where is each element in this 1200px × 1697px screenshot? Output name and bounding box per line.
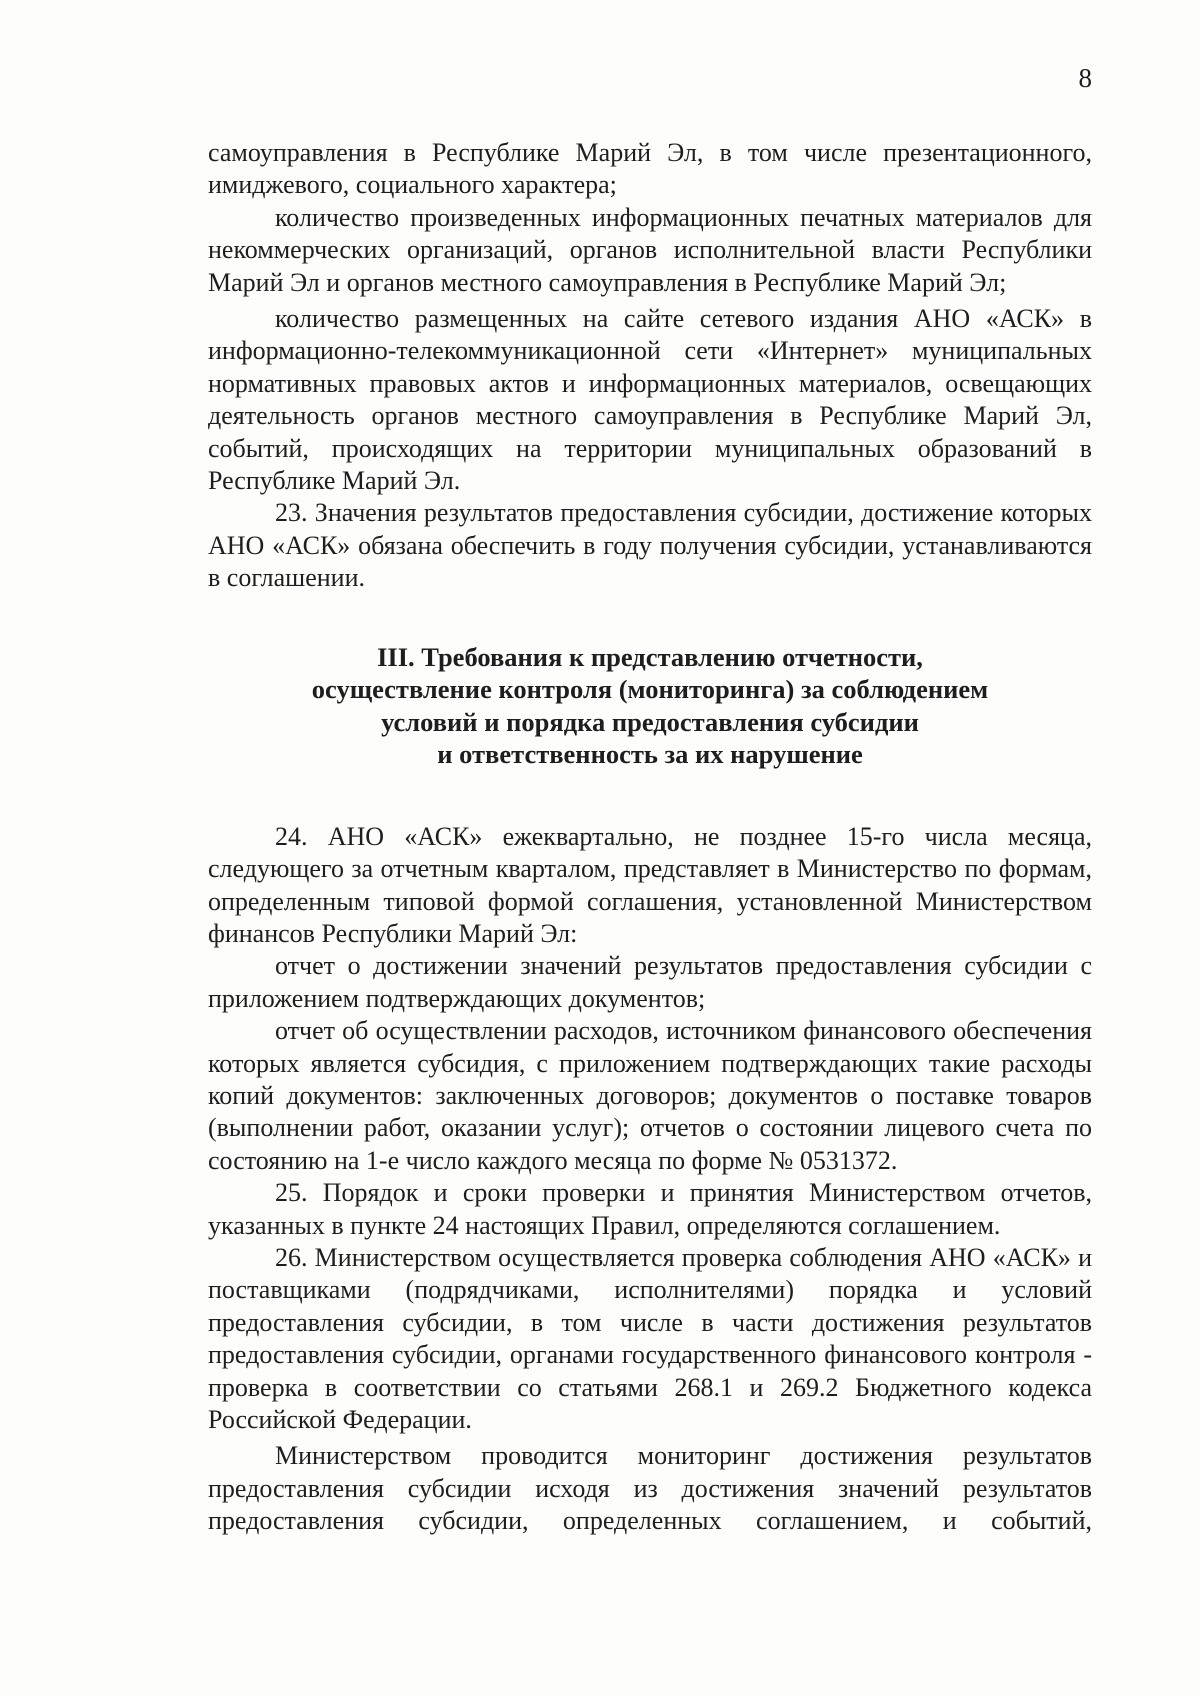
paragraph-report-expenses: отчет об осуществлении расходов, источником финансового обеспечения которых является субсидия, с приложением подтверждающих такие расходы копий документов: заключенных договоров; документов о поставке товаров (выполнении работ, оказании услуг); отчетов о состоянии лицевого счета по состоянию на 1-е число каждого месяца по форме № 0531372. <box>208 1016 1092 1175</box>
heading-line-3: условий и порядка предоставления субсидии <box>381 706 919 737</box>
heading-line-1: III. Требования к представлению отчетности, <box>377 641 923 672</box>
page-number: 8 <box>1078 63 1092 93</box>
paragraph-23: 23. Значения результатов предоставления субсидии, достижение которых АНО «АСК» обязана обеспечить в году получения субсидии, устанавливаются в соглашении. <box>208 498 1092 593</box>
paragraph-report-results: отчет о достижении значений результатов предоставления субсидии с приложением подтверждающих документов; <box>208 951 1092 1013</box>
paragraph-published-acts: количество размещенных на сайте сетевого издания АНО «АСК» в информационно-телекоммуникационной сети «Интернет» муниципальных нормативных правовых актов и информационных материалов, освещающих деятельность органов местного самоуправления в Республике Марий Эл, событий, происходящих на территории муниципальных образований в Республике Марий Эл. <box>208 304 1092 496</box>
paragraph-printed-materials: количество произведенных информационных печатных материалов для некоммерческих организаций, органов исполнительной власти Республики Марий Эл и органов местного самоуправления в Республике Марий Эл; <box>208 202 1092 297</box>
document-body <box>208 137 1092 1538</box>
paragraph-24: 24. АНО «АСК» ежеквартально, не позднее 15-го числа месяца, следующего за отчетным кварталом, представляет в Министерство по формам, определенным типовой формой соглашения, установленной Министерством финансов Республики Марий Эл: <box>208 821 1092 948</box>
section-heading <box>208 641 1092 771</box>
paragraph-26: 26. Министерством осуществляется проверка соблюдения АНО «АСК» и поставщиками (подрядчиками, исполнителями) порядка и условий предоставления субсидии, в том числе в части достижения результатов предоставления субсидии, органами государственного финансового контроля - проверка в соответствии со статьями 268.1 и 269.2 Бюджетного кодекса Российской Федерации. <box>208 1242 1092 1434</box>
paragraph-monitoring: Министерством проводится мониторинг достижения результатов предоставления субсидии исходя из достижения значений результатов предоставления субсидии, определенных соглашением, и событий, <box>208 1441 1092 1536</box>
heading-line-4: и ответственность за их нарушение <box>437 739 863 770</box>
heading-line-2: осуществление контроля (мониторинга) за соблюдением <box>311 674 989 705</box>
paragraph-25: 25. Порядок и сроки проверки и принятия Министерством отчетов, указанных в пункте 24 настоящих Правил, определяются соглашением. <box>208 1178 1092 1240</box>
paragraph-continuation: самоуправления в Республике Марий Эл, в том числе презентационного, имиджевого, социального характера; <box>208 138 1092 200</box>
